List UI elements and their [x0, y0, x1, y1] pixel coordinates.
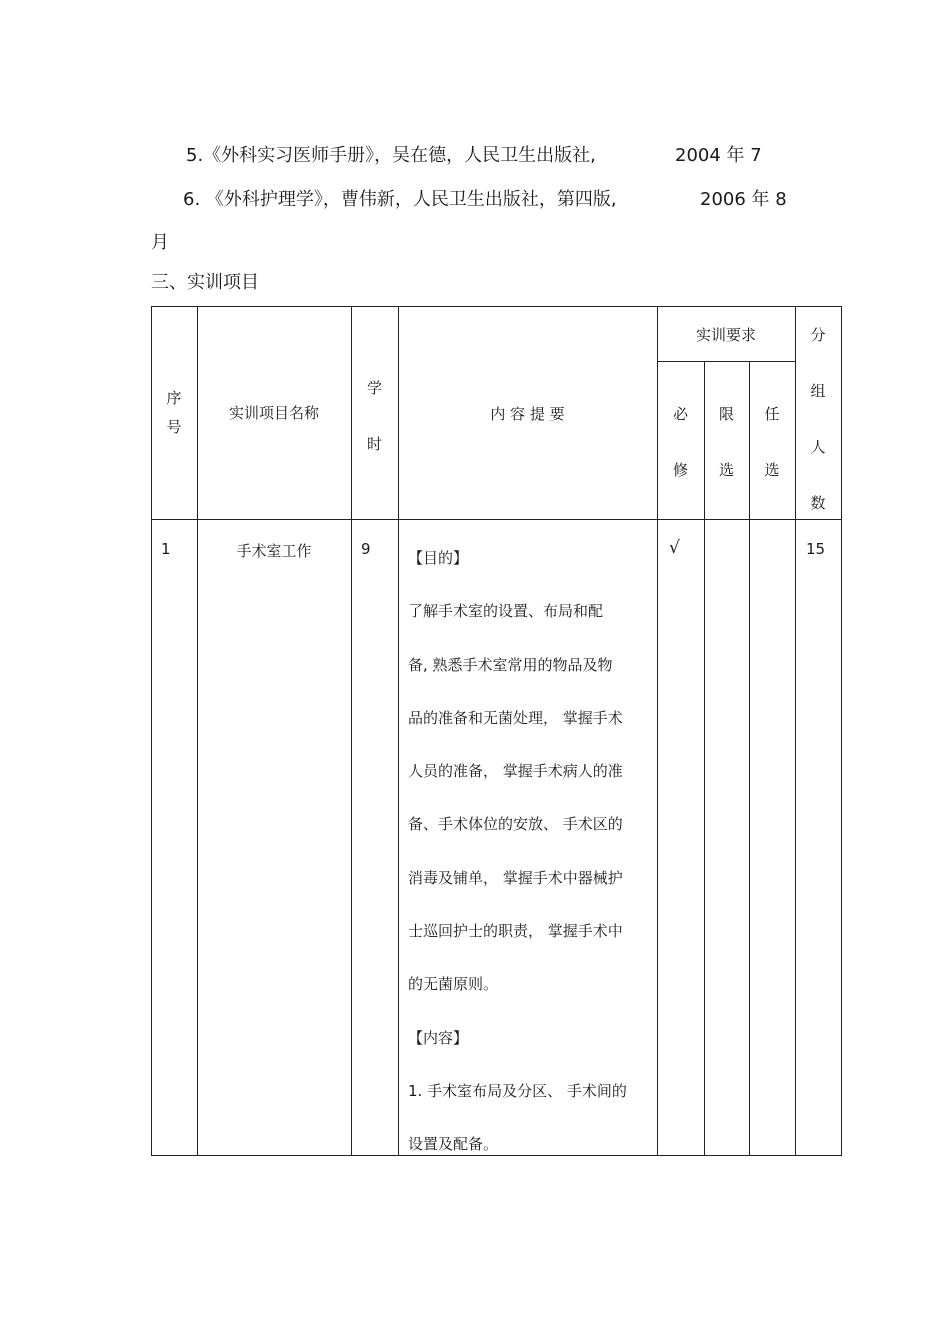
- header-optional: 任 选: [764, 405, 780, 479]
- row-hours: 9: [361, 540, 371, 558]
- col-divider-5: [704, 361, 705, 1156]
- col-divider-6: [749, 361, 750, 1156]
- header-group: 分 组 人 数: [810, 326, 826, 512]
- row-content: [408, 532, 658, 1172]
- content-line: 士巡回护士的职责， 掌握手术中: [408, 922, 623, 941]
- table-border-right: [841, 306, 842, 1156]
- content-line: 的无菌原则。: [408, 975, 499, 994]
- section-title: 三、实训项目: [151, 272, 259, 293]
- table-border-top: [151, 306, 842, 307]
- reference-6-year: 2006 年 8: [700, 189, 787, 210]
- content-line: 【目的】: [408, 549, 469, 567]
- reference-5-year: 2004 年 7: [675, 145, 762, 166]
- content-line: 人员的准备， 掌握手术病人的准: [408, 762, 623, 781]
- header-hours: 学 时: [366, 379, 382, 453]
- reference-6-continuation: 月: [151, 232, 169, 253]
- col-divider-3: [398, 306, 399, 1156]
- reference-6: [183, 185, 787, 211]
- content-line: 备, 熟悉手术室常用的物品及物: [408, 655, 613, 674]
- reference-6-text: 6. 《外科护理学》，曹伟新，人民卫生出版社，第四版,: [183, 189, 617, 210]
- content-line: 【内容】: [408, 1028, 469, 1047]
- row-name: 手术室工作: [236, 542, 312, 560]
- requirement-divider: [657, 361, 795, 362]
- header-requirement: 实训要求: [695, 326, 756, 344]
- header-required: 必 修: [672, 405, 688, 479]
- content-line: 设置及配备。: [408, 1135, 499, 1154]
- content-line: 品的准备和无菌处理， 掌握手术: [408, 708, 623, 727]
- content-line: 1. 手术室布局及分区、 手术间的: [408, 1081, 627, 1100]
- reference-5: [186, 141, 762, 167]
- header-bottom-border: [151, 519, 842, 520]
- row-required-check: √: [669, 538, 680, 558]
- header-limited: 限 选: [718, 405, 734, 479]
- reference-5-text: 5.《外科实习医师手册》，吴在德，人民卫生出版社,: [186, 145, 596, 166]
- col-divider-1: [197, 306, 198, 1156]
- row-seq: 1: [161, 540, 171, 558]
- header-seq: 序 号: [166, 389, 182, 436]
- header-content: 内 容 提 要: [490, 405, 565, 423]
- training-table: [151, 306, 842, 1156]
- content-line: 备、手术体位的安放、 手术区的: [408, 815, 623, 834]
- content-line: 消毒及铺单， 掌握手术中器械护: [408, 868, 623, 887]
- content-line: 了解手术室的设置、布局和配: [408, 602, 604, 621]
- row-group: 15: [806, 540, 826, 558]
- header-name: 实训项目名称: [228, 404, 319, 422]
